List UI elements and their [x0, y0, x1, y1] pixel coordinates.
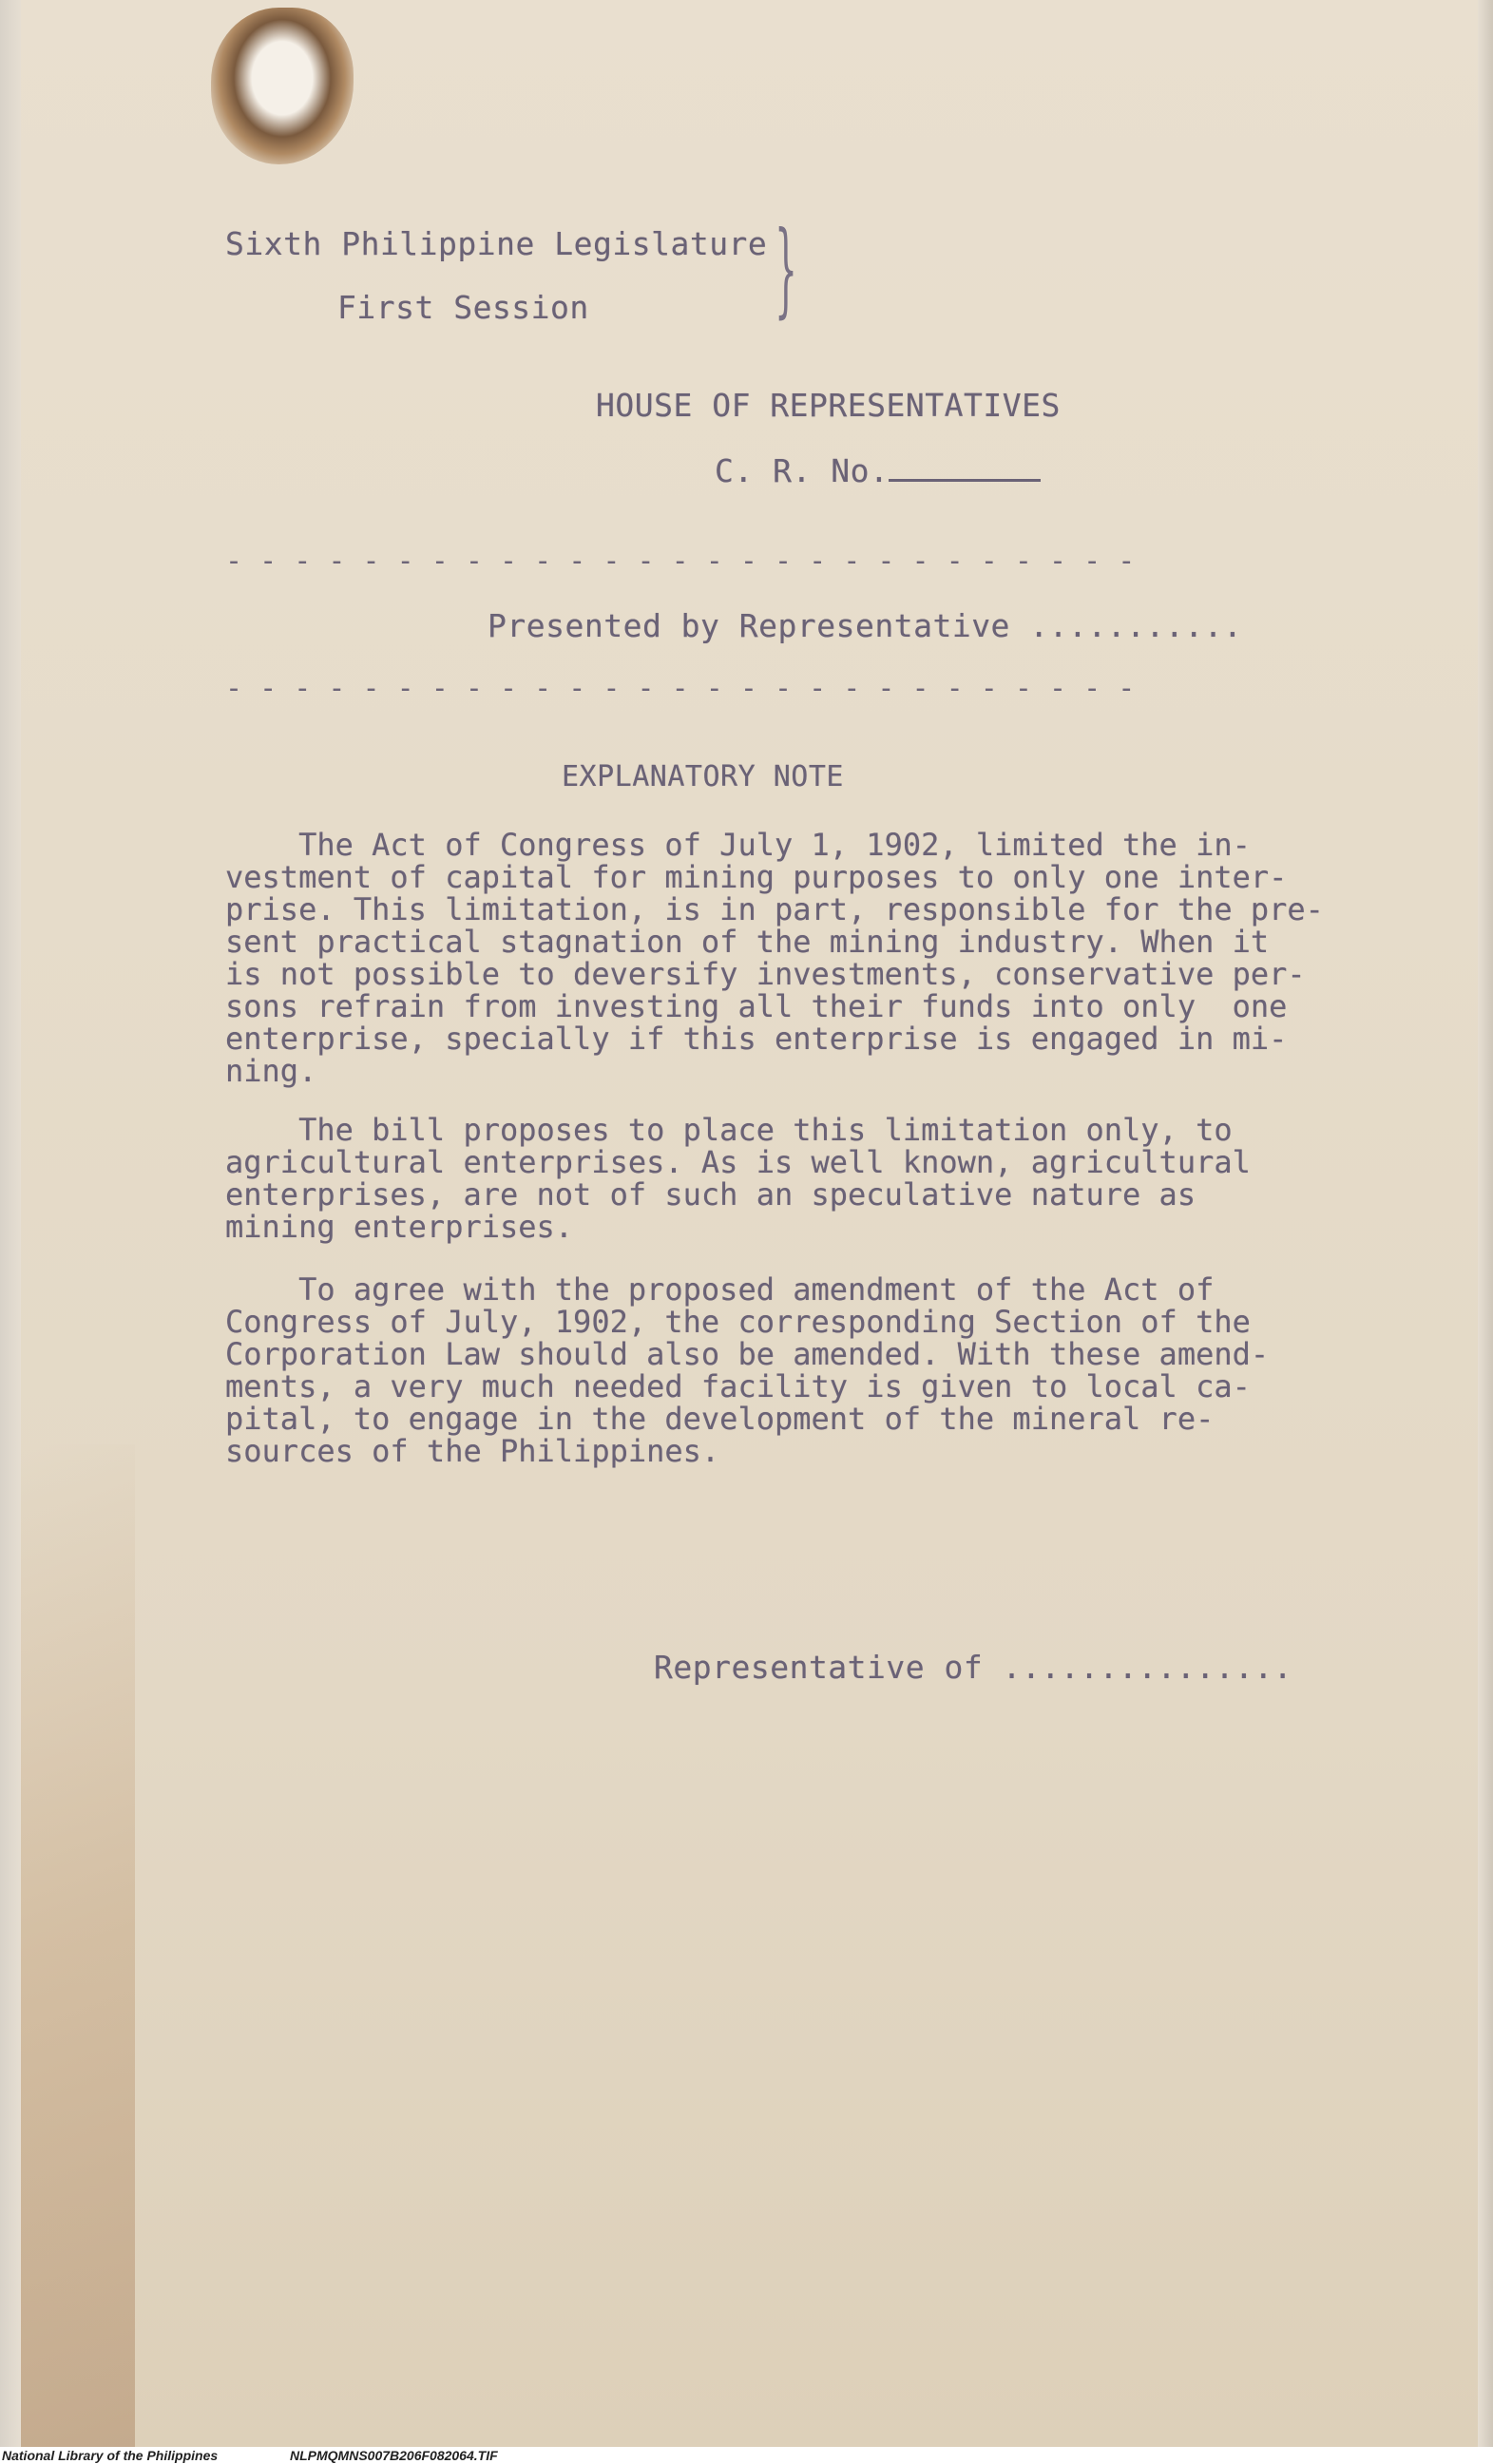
paragraph-line: To agree with the proposed amendment of the Act of: [225, 1271, 1215, 1308]
paragraph-line: mining enterprises.: [225, 1209, 574, 1245]
paragraph-1: [225, 829, 1347, 1087]
paragraph-line: prise. This limitation, is in part, responsible for the pre-: [225, 891, 1324, 927]
scan-right-edge: [1478, 0, 1493, 2464]
footer-file-id: NLPMQMNS007B206F082064.TIF: [290, 2448, 498, 2463]
paragraph-line: vestment of capital for mining purposes to only one inter-: [225, 859, 1288, 895]
paragraph-line: enterprises, are not of such an speculative nature as: [225, 1176, 1196, 1213]
brace-mark: }: [775, 210, 798, 329]
house-heading: HOUSE OF REPRESENTATIVES: [596, 387, 1061, 424]
paragraph-line: ments, a very much needed facility is given to local ca-: [225, 1368, 1251, 1404]
signature-line: Representative of ...............: [654, 1649, 1293, 1686]
paragraph-line: ning.: [225, 1053, 317, 1089]
paragraph-line: sources of the Philippines.: [225, 1433, 720, 1469]
presented-by-line: Presented by Representative ...........: [488, 607, 1243, 644]
scan-footer: [0, 2447, 1493, 2464]
paragraph-2: [225, 1114, 1347, 1243]
bill-number-text: C. R. No.: [715, 452, 890, 489]
burn-hole-mark: [211, 8, 354, 164]
paragraph-3: [225, 1273, 1347, 1467]
bill-number-blank: [889, 454, 1041, 482]
paragraph-line: agricultural enterprises. As is well known, agricultural: [225, 1144, 1251, 1180]
session-heading: First Session: [337, 289, 589, 326]
paragraph-line: pital, to engage in the development of the mineral re-: [225, 1401, 1215, 1437]
paper-fold-stain: [21, 1444, 135, 2447]
legislature-heading: Sixth Philippine Legislature: [225, 225, 768, 262]
paragraph-line: Congress of July, 1902, the corresponding Section of the: [225, 1304, 1251, 1340]
paragraph-line: The Act of Congress of July 1, 1902, limited the in-: [225, 827, 1251, 863]
footer-library: National Library of the Philippines: [2, 2448, 219, 2463]
explanatory-note-title: EXPLANATORY NOTE: [562, 760, 844, 793]
paragraph-line: enterprise, specially if this enterprise is engaged in mi-: [225, 1021, 1288, 1057]
scan-left-edge: [0, 0, 21, 2464]
paragraph-line: The bill proposes to place this limitation only, to: [225, 1112, 1233, 1148]
bill-number-label: [715, 454, 1041, 487]
dash-separator-bottom: - - - - - - - - - - - - - - - - - - - - - - - - - - -: [225, 672, 1136, 705]
dash-separator-top: - - - - - - - - - - - - - - - - - - - - - - - - - - -: [225, 544, 1136, 578]
paragraph-line: is not possible to deversify investments, conservative per-: [225, 956, 1306, 992]
paragraph-line: sent practical stagnation of the mining industry. When it: [225, 924, 1270, 960]
paragraph-line: Corporation Law should also be amended. With these amend-: [225, 1336, 1270, 1372]
paragraph-line: sons refrain from investing all their funds into only one: [225, 988, 1288, 1024]
